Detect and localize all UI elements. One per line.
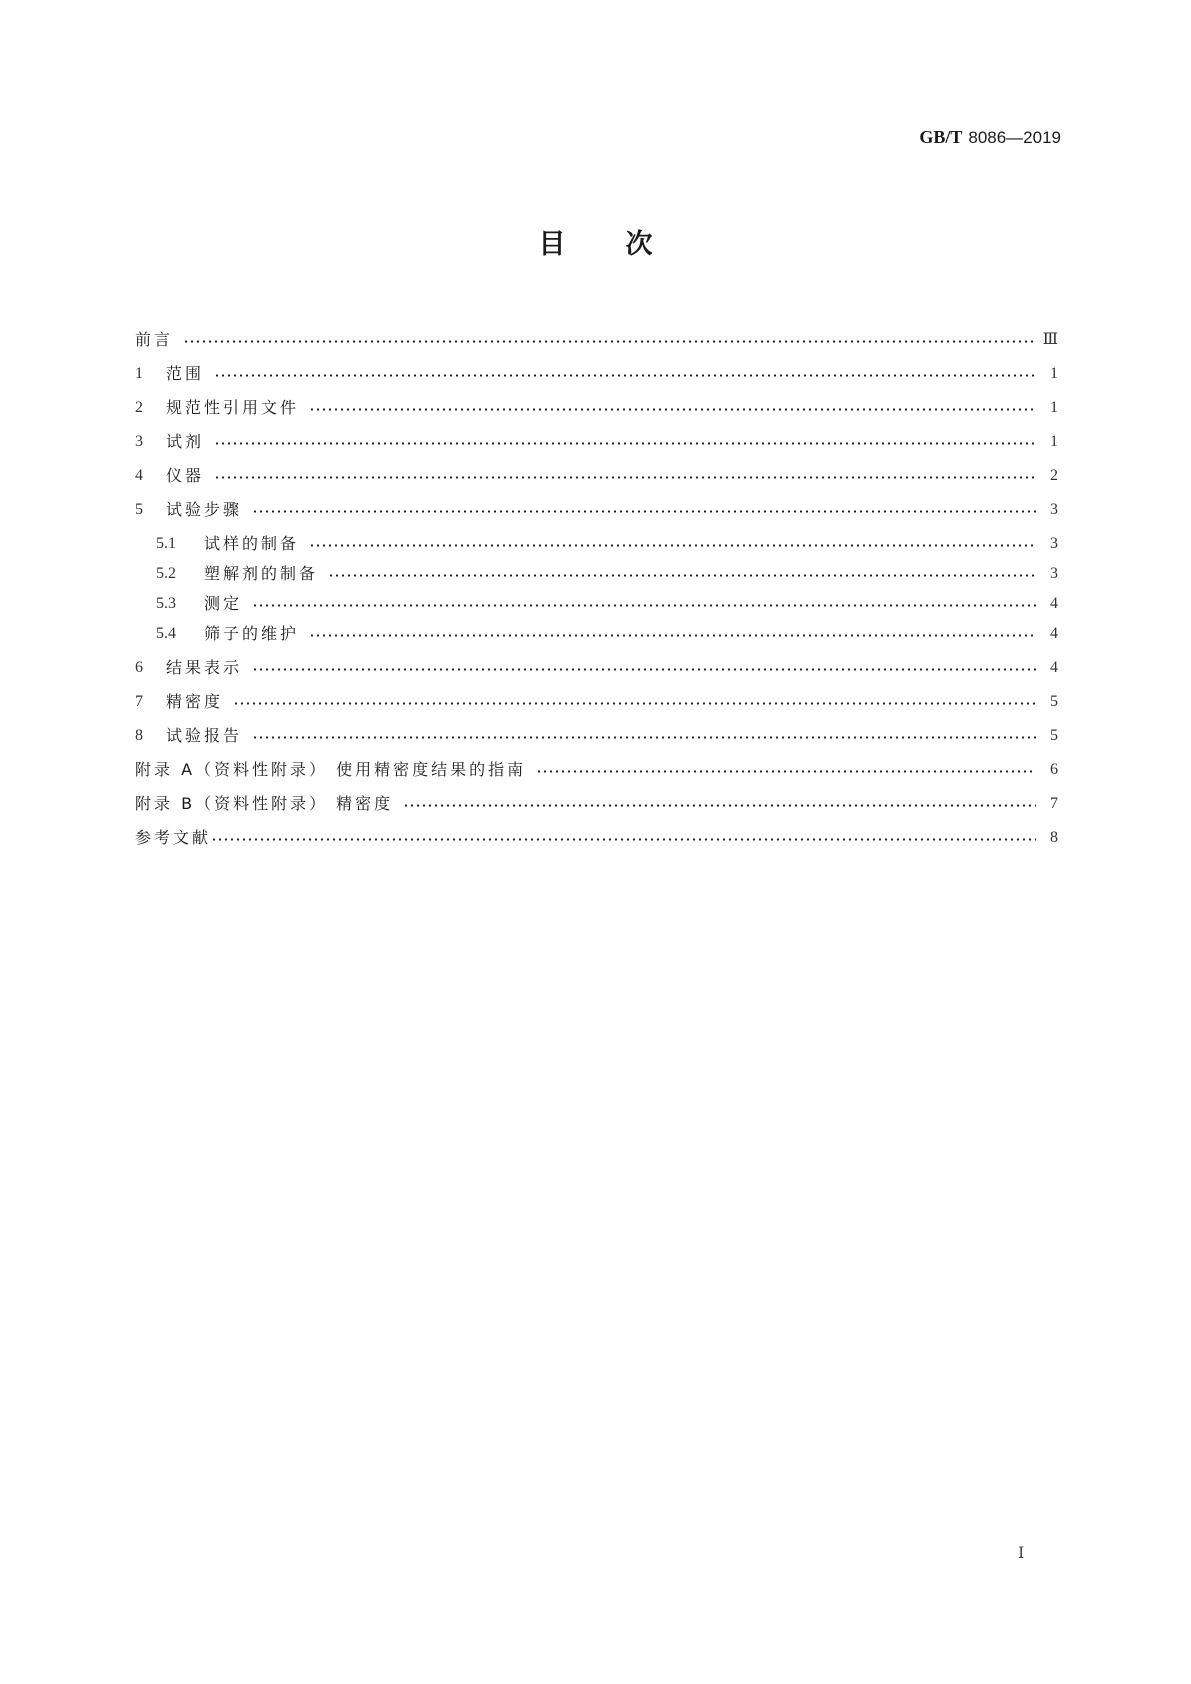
toc-entry-page: 5: [1050, 693, 1058, 710]
toc-entry-number: 6: [135, 659, 143, 676]
toc-leader-dots: [252, 724, 1036, 748]
toc-entry-page: 5: [1050, 727, 1058, 744]
toc-entry-number: 2: [135, 399, 143, 416]
toc-leader-dots: [536, 758, 1036, 782]
toc-entry-5-3[interactable]: [156, 592, 1058, 616]
toc-leader-dots: [309, 532, 1036, 556]
toc-entry-label: 结果表示: [166, 658, 243, 677]
toc-entry-page: Ⅲ: [1042, 331, 1058, 348]
toc-entry-label: 塑解剂的制备: [204, 564, 319, 583]
toc-entry-page: 8: [1050, 829, 1058, 846]
toc-entry-number: 5.1: [156, 535, 176, 552]
page-title-char-1: 目: [538, 229, 566, 260]
toc-leader-dots: [252, 656, 1036, 680]
toc-leader-dots: [252, 498, 1036, 522]
toc-entry-5[interactable]: [135, 498, 1058, 522]
toc-entry-number: 1: [135, 365, 143, 382]
toc-entry-4[interactable]: [135, 464, 1058, 488]
toc-entry-label: 附录 B（资料性附录） 精密度: [135, 794, 394, 813]
toc-leader-dots: [211, 826, 1036, 850]
toc-entry-page: 1: [1050, 365, 1058, 382]
toc-leader-dots: [214, 464, 1036, 488]
page-title: [0, 228, 1191, 262]
toc-entry-number: 3: [135, 433, 143, 450]
toc-entry-5-4[interactable]: [156, 622, 1058, 646]
standard-number: 8086—2019: [968, 128, 1061, 147]
toc-entry-page: 3: [1050, 535, 1058, 552]
toc-leader-dots: [214, 430, 1036, 454]
toc-entry-number: 4: [135, 467, 143, 484]
toc-entry-label: 规范性引用文件: [166, 398, 300, 417]
toc-entry-number: 5.3: [156, 595, 176, 612]
toc-entry-3[interactable]: [135, 430, 1058, 454]
toc-leader-dots: [252, 592, 1036, 616]
toc-entry-number: 7: [135, 693, 143, 710]
toc-entry-label: 参考文献: [135, 828, 212, 847]
toc-entry-page: 4: [1050, 625, 1058, 642]
toc-entry-page: 6: [1050, 761, 1058, 778]
toc-entry-label: 范围: [166, 364, 205, 383]
toc-entry-label: 精密度: [166, 692, 224, 711]
toc-entry-page: 2: [1050, 467, 1058, 484]
page-number: Ⅰ: [1018, 1545, 1025, 1562]
toc-entry-label: 试剂: [166, 432, 205, 451]
toc-entry-page: 4: [1050, 659, 1058, 676]
toc-entry-page: 3: [1050, 501, 1058, 518]
toc-entry-appendix-b[interactable]: [135, 792, 1058, 816]
toc-entry-number: 5: [135, 501, 143, 518]
toc-entry-label: 前言: [135, 330, 174, 349]
toc-entry-number: 5.4: [156, 625, 176, 642]
toc-entry-bibliography[interactable]: [135, 826, 1058, 850]
toc-entry-appendix-a[interactable]: [135, 758, 1058, 782]
page-title-char-2: 次: [625, 229, 653, 260]
toc-leader-dots: [403, 792, 1036, 816]
toc-leader-dots: [233, 690, 1036, 714]
toc-entry-8[interactable]: [135, 724, 1058, 748]
standard-code: [919, 126, 1061, 149]
toc-entry-label: 附录 A（资料性附录） 使用精密度结果的指南: [135, 760, 527, 779]
toc-entry-1[interactable]: [135, 362, 1058, 386]
toc-entry-label: 试验步骤: [166, 500, 243, 519]
toc-leader-dots: [183, 328, 1035, 352]
toc-entry-5-1[interactable]: [156, 532, 1058, 556]
toc-entry-page: 4: [1050, 595, 1058, 612]
toc-leader-dots: [214, 362, 1036, 386]
toc-entry-preface[interactable]: [135, 328, 1058, 352]
toc-entry-page: 7: [1050, 795, 1058, 812]
toc-entry-label: 筛子的维护: [204, 624, 300, 643]
toc-entry-page: 1: [1050, 399, 1058, 416]
toc-entry-7[interactable]: [135, 690, 1058, 714]
toc-entry-number: 8: [135, 727, 143, 744]
standard-prefix: GB/T: [919, 127, 963, 147]
toc-entry-page: 1: [1050, 433, 1058, 450]
toc-leader-dots: [309, 396, 1036, 420]
toc-leader-dots: [328, 562, 1036, 586]
toc-entry-label: 测定: [204, 594, 243, 613]
toc-entry-5-2[interactable]: [156, 562, 1058, 586]
toc-entry-page: 3: [1050, 565, 1058, 582]
toc-entry-label: 仪器: [166, 466, 205, 485]
toc-entry-2[interactable]: [135, 396, 1058, 420]
toc-entry-label: 试验报告: [166, 726, 243, 745]
toc-entry-label: 试样的制备: [204, 534, 300, 553]
toc-entry-number: 5.2: [156, 565, 176, 582]
toc-entry-6[interactable]: [135, 656, 1058, 680]
toc-leader-dots: [309, 622, 1036, 646]
